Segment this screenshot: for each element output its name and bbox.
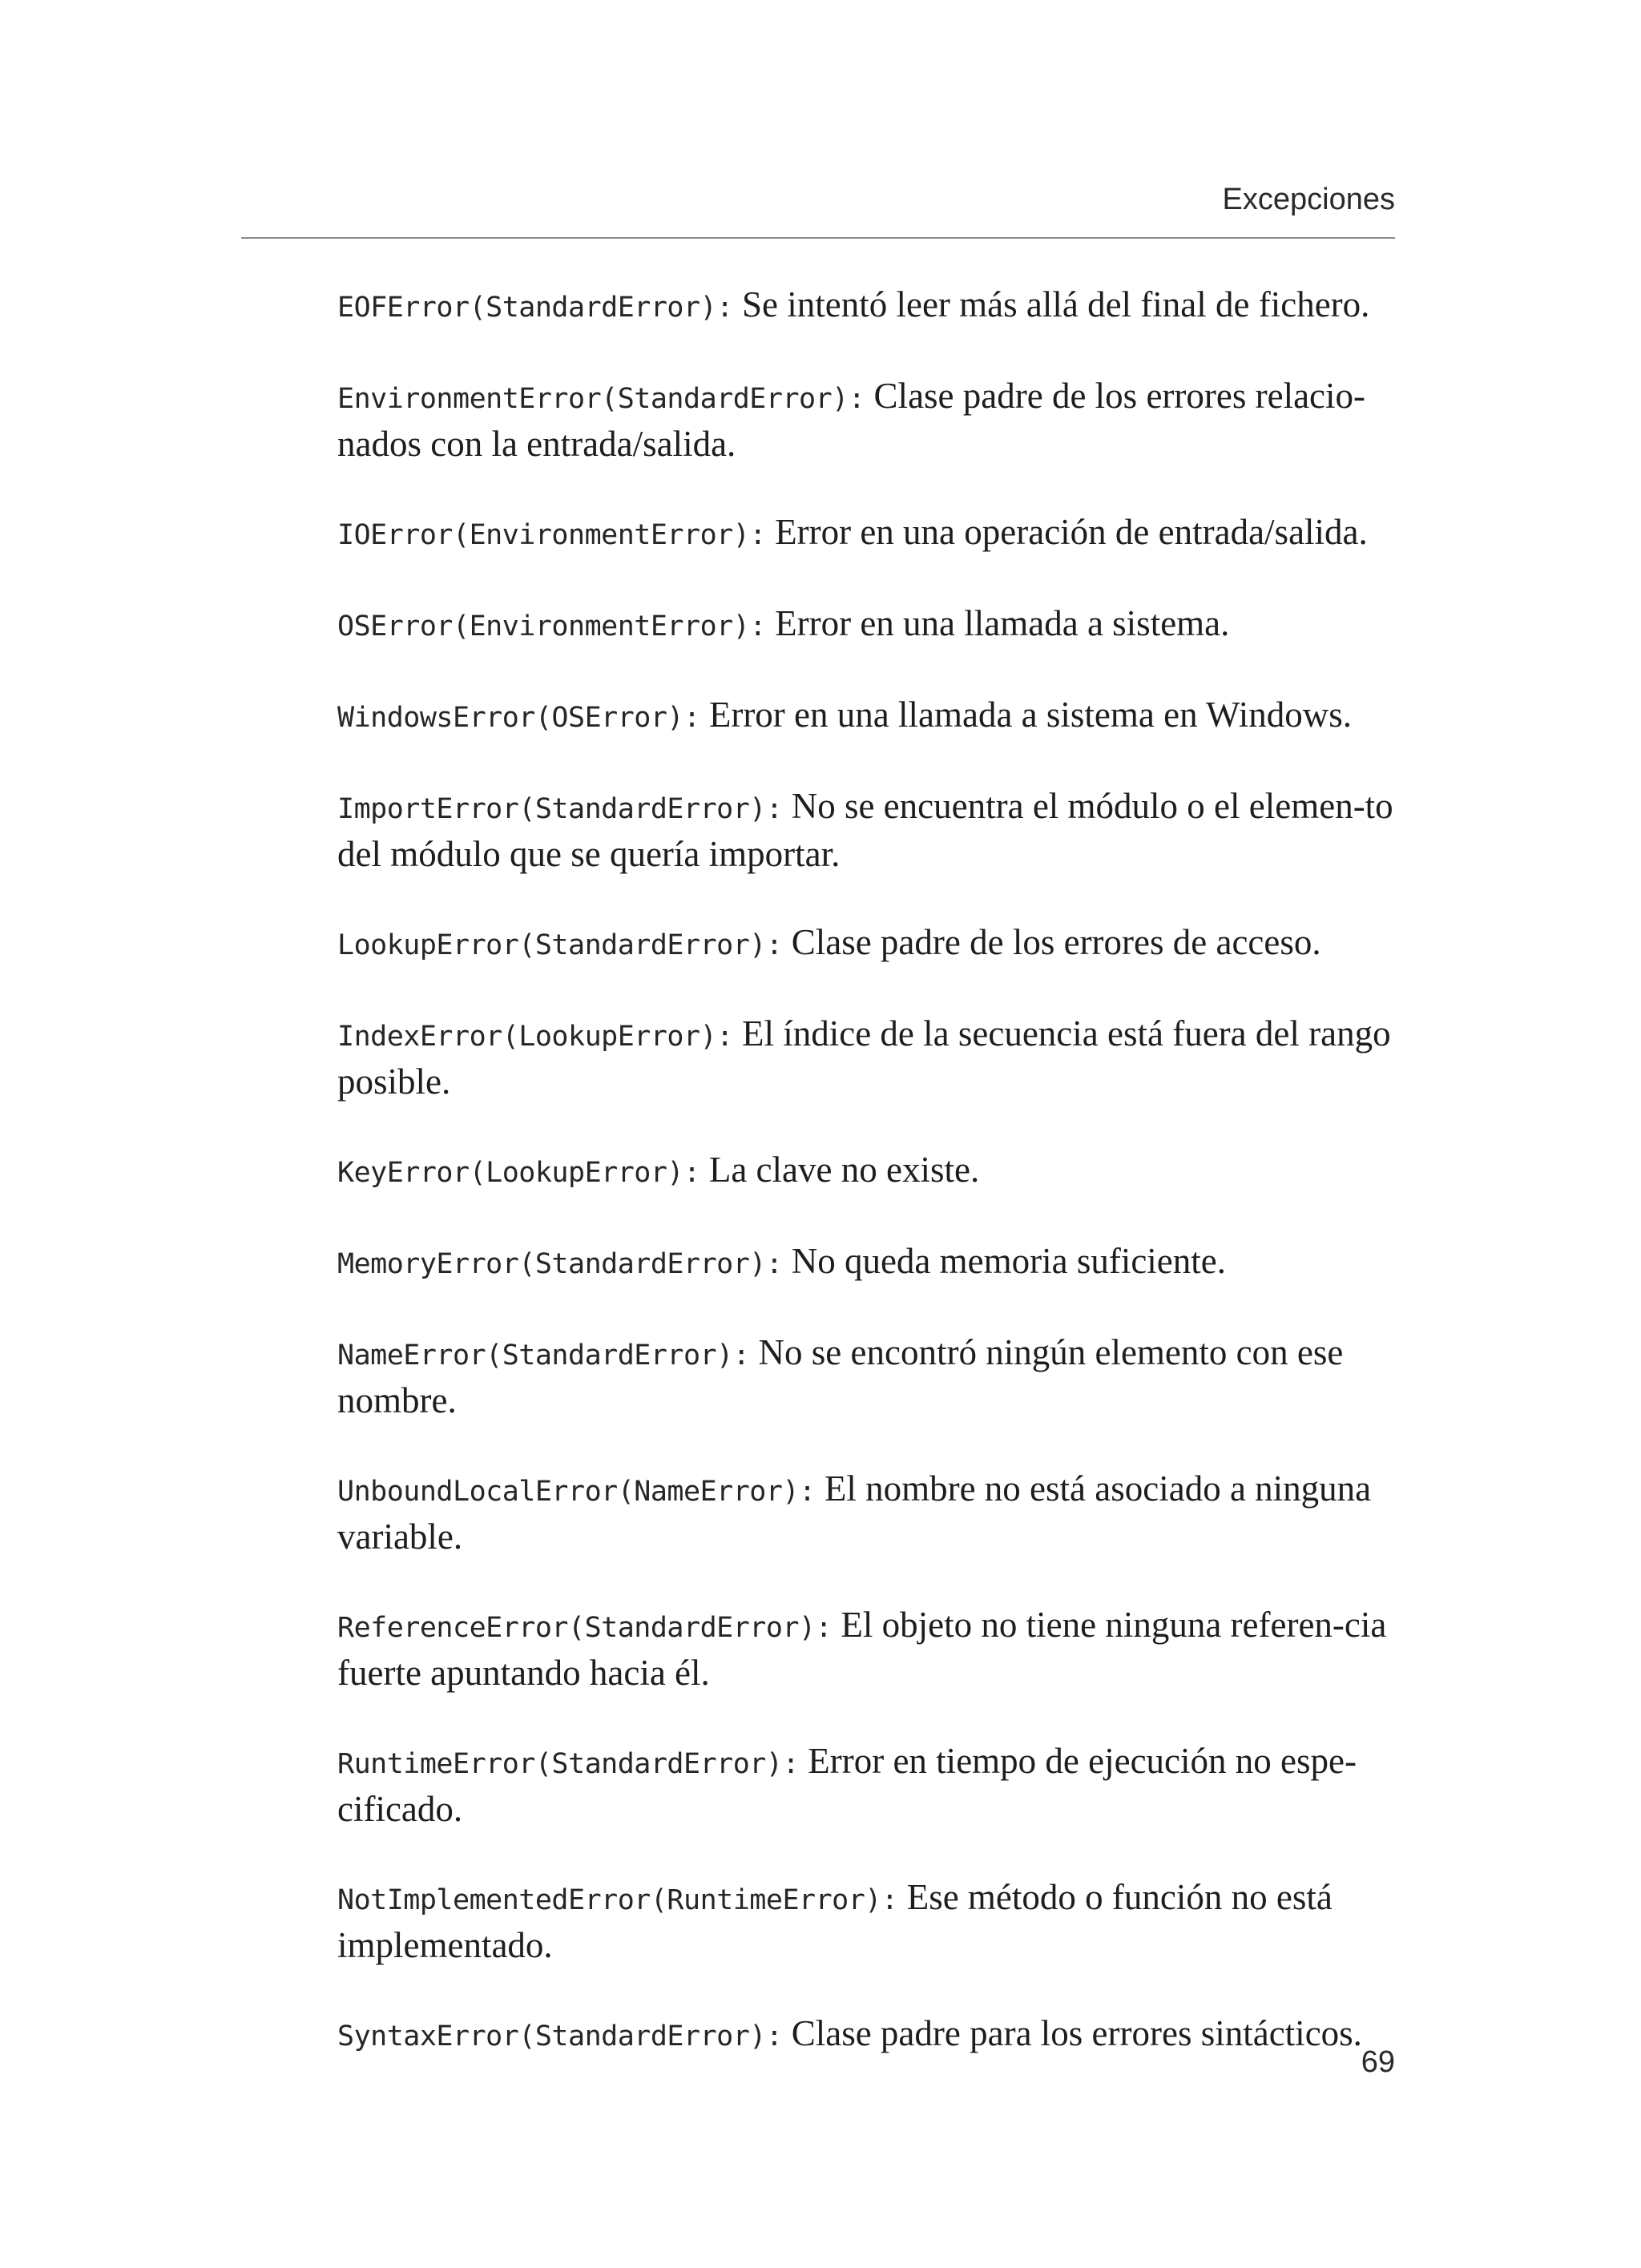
- running-header-title: Excepciones: [1222, 183, 1395, 216]
- exception-name: NameError(StandardError):: [337, 1339, 750, 1372]
- exception-list: [337, 282, 1395, 2102]
- running-header: [241, 178, 1395, 239]
- exception-description: Ese método o función no está implementado.: [337, 1877, 1333, 1965]
- exception-entry: [337, 692, 1395, 740]
- exception-name: EOFError(StandardError):: [337, 292, 733, 324]
- exception-description: Error en tiempo de ejecución no espe-cificado.: [337, 1741, 1357, 1829]
- exception-description: No se encontró ningún elemento con ese nombre.: [337, 1332, 1344, 1420]
- exception-name: KeyError(LookupError):: [337, 1157, 700, 1189]
- exception-entry: [337, 510, 1395, 558]
- exception-description: El objeto no tiene ninguna referen-cia fuerte apuntando hacia él.: [337, 1605, 1387, 1693]
- exception-entry: [337, 373, 1395, 466]
- exception-description: Error en una llamada a sistema.: [765, 603, 1230, 643]
- exception-name: WindowsError(OSError):: [337, 702, 700, 734]
- exception-entry: [337, 2011, 1395, 2059]
- exception-entry: [337, 1011, 1395, 1104]
- exception-description: La clave no existe.: [700, 1150, 980, 1190]
- exception-description: Clase padre de los errores relacio-nados con la entrada/salida.: [337, 376, 1366, 464]
- exception-name: ReferenceError(StandardError):: [337, 1612, 833, 1644]
- exception-description: Clase padre para los errores sintácticos.: [782, 2013, 1362, 2053]
- exception-name: ImportError(StandardError):: [337, 793, 783, 825]
- exception-name: LookupError(StandardError):: [337, 929, 783, 961]
- exception-name: OSError(EnvironmentError):: [337, 610, 766, 643]
- page-number: 69: [1361, 2045, 1395, 2079]
- exception-entry: [337, 1147, 1395, 1195]
- exception-entry: [337, 282, 1395, 330]
- exception-entry: [337, 1738, 1395, 1831]
- exception-entry: [337, 1330, 1395, 1423]
- exception-name: EnvironmentError(StandardError):: [337, 383, 865, 415]
- exception-description: Clase padre de los errores de acceso.: [782, 922, 1321, 962]
- exception-description: No queda memoria suficiente.: [782, 1241, 1227, 1281]
- exception-name: MemoryError(StandardError):: [337, 1248, 783, 1280]
- exception-name: SyntaxError(StandardError):: [337, 2020, 783, 2052]
- exception-description: El nombre no está asociado a ninguna variable.: [337, 1468, 1372, 1557]
- exception-name: RuntimeError(StandardError):: [337, 1748, 800, 1780]
- exception-name: NotImplementedError(RuntimeError):: [337, 1884, 898, 1916]
- exception-entry: [337, 1602, 1395, 1695]
- exception-description: Error en una operación de entrada/salida.: [765, 512, 1368, 552]
- exception-entry: [337, 601, 1395, 649]
- exception-description: Se intentó leer más allá del final de fichero.: [732, 284, 1370, 324]
- exception-entry: [337, 1875, 1395, 1968]
- exception-entry: [337, 1466, 1395, 1559]
- exception-description: El índice de la secuencia está fuera del rango posible.: [337, 1013, 1391, 1102]
- exception-description: No se encuentra el módulo o el elemen-to del módulo que se quería importar.: [337, 786, 1393, 874]
- exception-name: IndexError(LookupError):: [337, 1021, 733, 1053]
- exception-entry: [337, 920, 1395, 968]
- exception-entry: [337, 1239, 1395, 1287]
- exception-name: UnboundLocalError(NameError):: [337, 1476, 816, 1508]
- exception-description: Error en una llamada a sistema en Windows.: [700, 695, 1352, 735]
- exception-name: IOError(EnvironmentError):: [337, 519, 766, 551]
- exception-entry: [337, 784, 1395, 876]
